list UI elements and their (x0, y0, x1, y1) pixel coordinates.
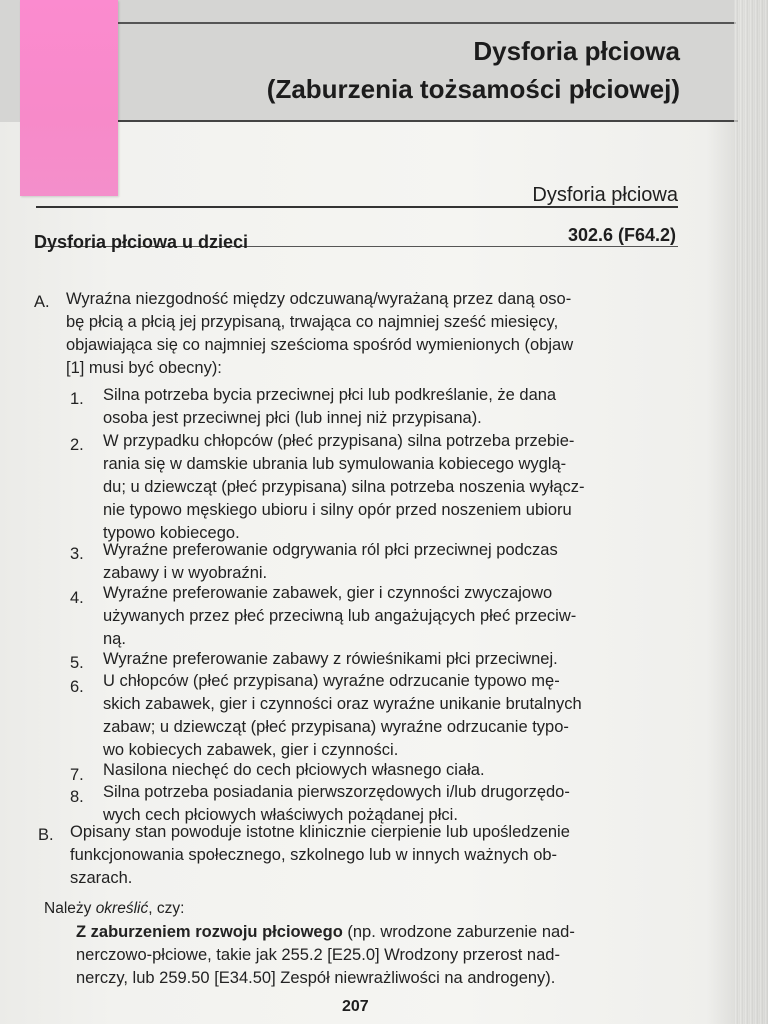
page-edge-stack (734, 0, 768, 1024)
criterion-b-line: szarach. (70, 869, 133, 887)
item-line: Wyraźne preferowanie odgrywania ról płci przeciwnej podczas (103, 541, 558, 559)
criterion-a-label: A. (34, 293, 50, 311)
item-line: Wyraźne preferowanie zabawek, gier i czynności zwyczajowo (103, 584, 553, 602)
specify-line-3: nerczy, lub 259.50 [E34.50] Zespół niewrażliwości na androgeny). (76, 969, 556, 987)
item-line: ną. (103, 630, 126, 648)
item-line: U chłopców (płeć przypisana) wyraźne odrzucanie typowo mę- (103, 672, 560, 690)
criterion-b-line: funkcjonowania społecznego, szkolnego lub w innych ważnych ob- (70, 846, 558, 864)
item-line: osoba jest przeciwnej płci (lub innej niż przypisana). (103, 409, 482, 427)
item-line: Nasilona niechęć do cech płciowych własnego ciała. (103, 761, 485, 779)
item-number: 6. (70, 678, 84, 696)
item-line: zabaw; u dziewcząt (płeć przypisana) wyraźne odrzucanie typo- (103, 718, 569, 736)
chapter-title-line2: (Zaburzenia tożsamości płciowej) (266, 74, 680, 104)
chapter-title-line1: Dysforia płciowa (473, 36, 680, 66)
item-line: używanych przez płeć przeciwną lub angażujących płeć przeciw- (103, 607, 577, 625)
pink-sticky-note (20, 0, 118, 196)
specify-line-1 (76, 921, 575, 943)
item-number: 7. (70, 766, 84, 784)
criterion-a-line: bę płcią a płcią jej przypisaną, trwająca co najmniej sześć miesięcy, (66, 313, 559, 331)
item-line: Wyraźne preferowanie zabawy z rówieśnikami płci przeciwnej. (103, 650, 558, 668)
subsection-title: Dysforia płciowa u dzieci (34, 232, 249, 252)
criterion-a-line: objawiająca się co najmniej sześcioma spośród wymienionych (objaw (66, 336, 574, 354)
specify-line-2: nerczowo-płciowe, takie jak 255.2 [E25.0] Wrodzony przerost nad- (76, 946, 560, 964)
item-line: Silna potrzeba posiadania pierwszorzędowych i/lub drugorzędo- (103, 783, 570, 801)
specify-bold-lead: Z zaburzeniem rozwoju płciowego (76, 923, 343, 941)
item-line: zabawy i w wyobraźni. (103, 564, 268, 582)
page-number: 207 (342, 998, 369, 1015)
specify-line1-rest: (np. wrodzone zaburzenie nad- (342, 923, 575, 941)
item-line: wo kobiecych zabawek, gier i czynności. (103, 741, 399, 759)
item-line: wych cech płciowych właściwych pożądanej płci. (103, 806, 458, 824)
item-line: nie typowo męskiego ubioru i silny opór przed noszeniem ubioru (103, 501, 572, 519)
specify-intro (44, 898, 184, 920)
header-rule-bottom (104, 120, 738, 122)
item-number: 1. (70, 390, 84, 408)
chapter-title (267, 32, 680, 108)
item-number: 8. (70, 788, 84, 806)
criterion-b-label: B. (38, 826, 54, 844)
item-number: 3. (70, 545, 84, 563)
item-line: skich zabawek, gier i czynności oraz wyraźne unikanie brutalnych (103, 695, 582, 713)
specify-prefix: Należy (44, 900, 96, 917)
header-rule-top (104, 22, 736, 24)
criterion-a-line: Wyraźna niezgodność między odczuwaną/wyrażaną przez daną oso- (66, 290, 572, 308)
item-number: 2. (70, 436, 84, 454)
item-line: Silna potrzeba bycia przeciwnej płci lub podkreślanie, że dana (103, 386, 557, 404)
item-number: 5. (70, 654, 84, 672)
item-number: 4. (70, 589, 84, 607)
item-line: du; u dziewcząt (płeć przypisana) silna potrzeba noszenia wyłącz- (103, 478, 585, 496)
specify-suffix: , czy: (148, 900, 185, 917)
criterion-b-line: Opisany stan powoduje istotne klinicznie cierpienie lub upośledzenie (70, 823, 570, 841)
section-title: Dysforia płciowa (532, 184, 678, 206)
diagnostic-code: 302.6 (F64.2) (567, 225, 676, 245)
specify-italic: określić (95, 900, 149, 917)
criterion-a-line: [1] musi być obecny): (66, 359, 222, 377)
item-line: rania się w damskie ubrania lub symulowania kobiecego wyglą- (103, 455, 567, 473)
item-line: W przypadku chłopców (płeć przypisana) silna potrzeba przebie- (103, 432, 575, 450)
item-line: typowo kobiecego. (103, 524, 240, 542)
